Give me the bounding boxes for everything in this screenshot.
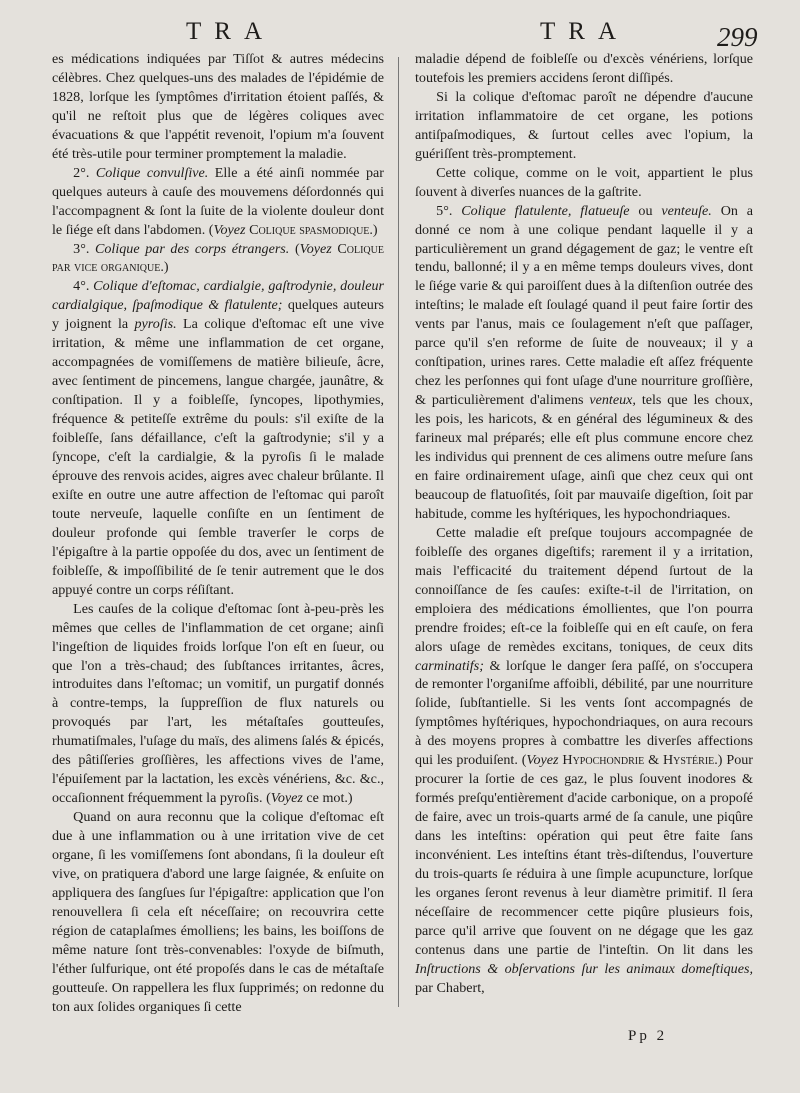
paragraph: 3°. Colique par des corps étrangers. (Voyez Colique par vice organique.) [52, 240, 384, 276]
paragraph: Cette colique, comme on le voit, appartient le plus ſouvent à diverſes nuances de la gaſtrite. [415, 164, 753, 200]
left-column [52, 50, 384, 1017]
paragraph: es médications indiquées par Tiſſot & autres médecins célèbres. Chez quelques-uns des malades de l'épidémie de 1828, lorſque les ſymptômes d'irritation étoient paſſés, & qu'il ne reſtoit plus que de légères coliques avec évacuations & que l'appétit revenoit, l'opium m'a ſouvent été très-utile pour terminer promptement la maladie. [52, 51, 384, 162]
signature-mark: Pp 2 [628, 1028, 668, 1044]
paragraph: Si la colique d'eſtomac paroît ne dépendre d'aucune irritation inflammatoire de cet organe, les potions antiſpaſmodiques, & ſurtout celles avec l'opium, la guériſſent très-promptement. [415, 88, 753, 162]
running-head-right: TRA [540, 18, 629, 45]
running-head-left: TRA [186, 18, 275, 45]
right-column [415, 50, 753, 998]
page-number: 299 [717, 22, 758, 52]
paragraph: 5°. Colique flatulente, flatueuſe ou venteuſe. On a donné ce nom à une colique pendant laquelle il y a particulièrement un grand dégagement de gaz; le ventre eſt tendu, ballonné; il y a en même temps douleurs vives, dont le ſiége varie & qui paroiſſent dues à la diſtenſion outrée des inteſtins; le malade eſt ſoulagé quand il peut faire ſortir des vents par l'anus, mais ce ſoulagement n'eſt que paſſager, parce qu'il s'en reforme de ſuite de nouveaux; il y a conſtipation, urines rares. Cette maladie eſt aſſez fréquente chez les perſonnes qui font uſage d'une nourriture groſſière, & particulièrement d'alimens venteux, tels que les choux, les pois, les haricots, & en général des légumineux & des farineux mal préparés; elle eſt plus commune encore chez les individus qui prennent de ces alimens outre meſure ſans en faire ordinairement uſage, ainſi que chez ceux qui ont beaucoup de flatuoſités, ſoit par mauvaiſe digeſtion, ſoit par habitude, comme les hyſtériques, les hypochondriaques. [415, 202, 754, 522]
paragraph: maladie dépend de foibleſſe ou d'excès vénériens, lorſque toutefois les premiers accidens ſeront diſſipés. [415, 51, 753, 86]
paragraph: 2°. Colique convulſive. Elle a été ainſi nommée par quelques auteurs à cauſe des mouvemens déſordonnés qui l'accompagnent & ſont la ſuite de la violente douleur dont le ſiége eſt dans l'abdomen. (Voyez Colique spasmodique.) [52, 164, 384, 238]
paragraph: Cette maladie eſt preſque toujours accompagnée de foibleſſe des organes digeſtifs; rarement il y a irritation, mais l'efficacité du traitement dépend ſurtout de la connoiſſance de ſes cauſes: exiſte-t-il de l'irritation, on emploiera des médications émollientes, que l'on pourra prendre froides; eſt-ce la foibleſſe qui en eſt cauſe, on fera alors uſage de remèdes excitans, toniques, de ceux dits carminatifs; & lorſque le danger ſera paſſé, on s'occupera de remonter l'organiſme affoibli, débilité, par une nourriture ſolide, ſubſtantielle. Si les vents ſont accompagnés de ſymptômes hyſtériques, hypochondriaques, on aura recours à des moyens propres à combattre les diverſes affections qui les produiſent. (Voyez Hypochondrie & Hystérie.) Pour procurer la ſortie de ces gaz, le plus ſouvent inodores & formés preſqu'entièrement d'acide carbonique, on a propoſé de faire, avec un trois-quarts armé de ſa canule, une piqûre dans les inteſtins: opération qui peut être faite ſans inconvénient. Les inteſtins étant très-diſtendus, l'ouverture du trois-quarts ſe réduira à une ſimple acupuncture, lorſque les organes ſeront revenus à leur diamètre primitif. Il ſera néceſſaire de recommencer cette piqûre plusieurs fois, parce qu'il arrive que ſouvent on ne dégage que les gaz contenus dans une partie de l'inteſtin. On lit dans les Inſtructions & obſervations ſur les animaux domeſtiques, par Chabert, [415, 524, 753, 996]
column-divider [398, 57, 399, 1007]
paragraph: Quand on aura reconnu que la colique d'eſtomac eſt due à une inflammation ou à une irritation vive de cet organe, ſi les vomiſſemens ſont abondans, ſi la douleur eſt vive, on pratiquera d'abord une large ſaignée, & enſuite on appliquera des ſangſues ſur l'épigaſtre: application que l'on renouvellera ſi cela eſt néceſſaire; on recouvrira cette région de cataplaſmes émolliens; les bains, les boiſſons de même nature ſont très-convenables: l'oxyde de biſmuth, l'éther ſulfurique, ont été propoſés dans le cas de métaſtaſe goutteuſe. On rappellera les flux ſupprimés; on redonne du ton aux ſolides organiques ſi cette [52, 809, 384, 1015]
paragraph: Les cauſes de la colique d'eſtomac ſont à-peu-près les mêmes que celles de l'inflammation de cet organe; ainſi l'ingeſtion de liquides froids lorſque l'on eſt en ſueur, ou que l'on a très-chaud; des ſubſtances irritantes, âcres, introduites dans l'eſtomac; un vomitif, un purgatif donnés à contre-temps, la ſuppreſſion de flux naturels ou provoqués par l'art, les métaſtaſes goutteuſes, rhumatiſmales, l'uſage du maïs, des alimens ſalés & épicés, des pâtiſſeries groſſières, les affections vives de l'ame, l'épuiſement par la lactation, les excès vénériens, &c. &c., occaſionnent fréquemment la pyroſis. (Voyez ce mot.) [52, 600, 384, 807]
paragraph: 4°. Colique d'eſtomac, cardialgie, gaſtrodynie, douleur cardialgique, ſpaſmodique & flatulente; quelques auteurs y joignent la pyroſis. La colique d'eſtomac eſt une vive irritation, & même une inflammation de cet organe, accompagnées de vomiſſemens de matière bilieuſe, âcre, avec ſentiment de pincemens, langue chargée, jaunâtre, & conſtipation. Il y a foibleſſe, ſyncopes, lipothymies, fréquence & petiteſſe extrême du pouls: s'il exiſte de la foibleſſe, ſans défaillance, c'eſt la gaſtrodynie; s'il y a ſyncope, c'eſt la cardialgie, & la pyroſis ſi le malade éprouve des renvois acides, aigres avec chaleur brûlante. Il exiſte en outre une autre affection de l'eſtomac qui paroît toute nerveuſe, laquelle conſiſte en un ſentiment de douleur profonde qui ſemble traverſer le corps de l'épigaſtre à la partie oppoſée du dos, avec un ſentiment de foibleſſe, & impoſſibilité de ſe tenir autrement que le dos appuyé contre un corps réſiſtant. [52, 278, 385, 598]
